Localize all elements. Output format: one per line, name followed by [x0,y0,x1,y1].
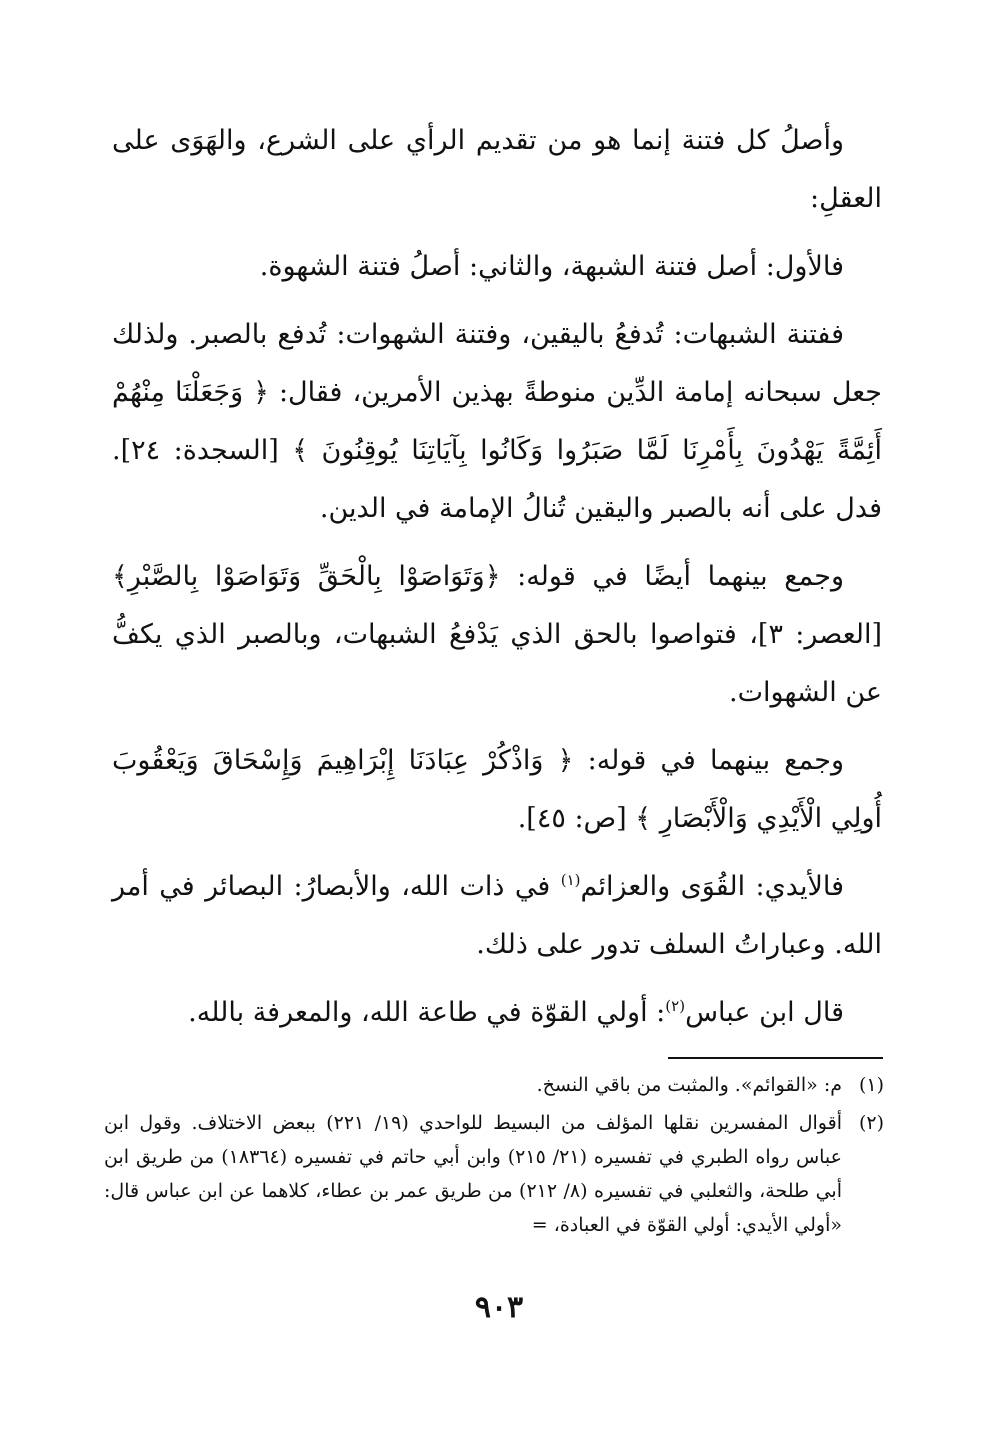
footnote-divider [668,1057,883,1059]
paragraph-7-part-2: : أولي القوّة في طاعة الله، والمعرفة بالله. [188,997,666,1028]
paragraph-4: وجمع بينهما أيضًا في قوله: ﴿وَتَوَاصَوْا بِالْحَقِّ وَتَوَاصَوْا بِالصَّبْرِ﴾ [العصر: ٣]، فتواصوا بالحق الذي يَدْفعُ الشبهات، وبالصبر الذي يكفُّ عن الشهوات. [112,561,882,708]
paragraph-5: وجمع بينهما في قوله: ﴿ وَاذْكُرْ عِبَادَنَا إِبْرَاهِيمَ وَإِسْحَاقَ وَيَعْقُوبَ أُولِي الْأَيْدِي وَالْأَبْصَارِ ﴾ [ص: ٤٥]. [112,745,882,834]
paragraph-1: وأصلُ كل فتنة إنما هو من تقديم الرأي على الشرع، والهَوَى على العقلِ: [112,125,882,214]
paragraph-6-part-2: في ذات الله، والأبصارُ: البصائر في أمر الله. وعباراتُ السلف تدور على ذلك. [112,871,882,960]
footnote-number: (١) [858,1074,884,1096]
footnote-text: م: «القوائم». والمثبت من باقي النسخ. [536,1074,842,1096]
page-number: ٩٠٣ [474,1290,524,1325]
main-text-block [112,112,882,1052]
footnotes-block [104,1068,884,1246]
paragraph-3: ففتنة الشبهات: تُدفعُ باليقين، وفتنة الشهوات: تُدفع بالصبر. ولذلك جعل سبحانه إمامة الدِّين منوطةً بهذين الأمرين، فقال: ﴿ وَجَعَلْنَا مِنْهُمْ أَئِمَّةً يَهْدُونَ بِأَمْرِنَا لَمَّا صَبَرُوا وَكَانُوا بِآيَاتِنَا يُوقِنُونَ ﴾ [السجدة: ٢٤]. فدل على أنه بالصبر واليقين تُنالُ الإمامة في الدين. [112,319,882,524]
paragraph-6 [112,858,882,974]
paragraph-7-part-1: قال ابن عباس [685,997,844,1028]
footnote-ref-1: (١) [560,871,581,889]
footnote-1 [104,1068,884,1102]
footnote-ref-2: (٢) [665,997,686,1015]
footnote-text: أقوال المفسرين نقلها المؤلف من البسيط للواحدي (١٩/ ٢٢١) ببعض الاختلاف. وقول ابن عباس رواه الطبري في تفسيره (٢١/ ٢١٥) وابن أبي حاتم في تفسيره (١٨٣٦٤) من طريق ابن أبي طلحة، والثعلبي في تفسيره (٨/ ٢١٢) من طريق عمر بن عطاء، كلاهما عن ابن عباس قال: «أولي الأيدي: أولي القوّة في العبادة، = [104,1112,842,1236]
paragraph-7 [112,984,882,1042]
footnote-number: (٢) [858,1112,884,1134]
paragraph-6-part-1: فالأيدي: القُوَى والعزائم [580,871,844,902]
footnote-2 [104,1106,884,1242]
paragraph-2: فالأول: أصل فتنة الشبهة، والثاني: أصلُ فتنة الشهوة. [259,251,844,282]
